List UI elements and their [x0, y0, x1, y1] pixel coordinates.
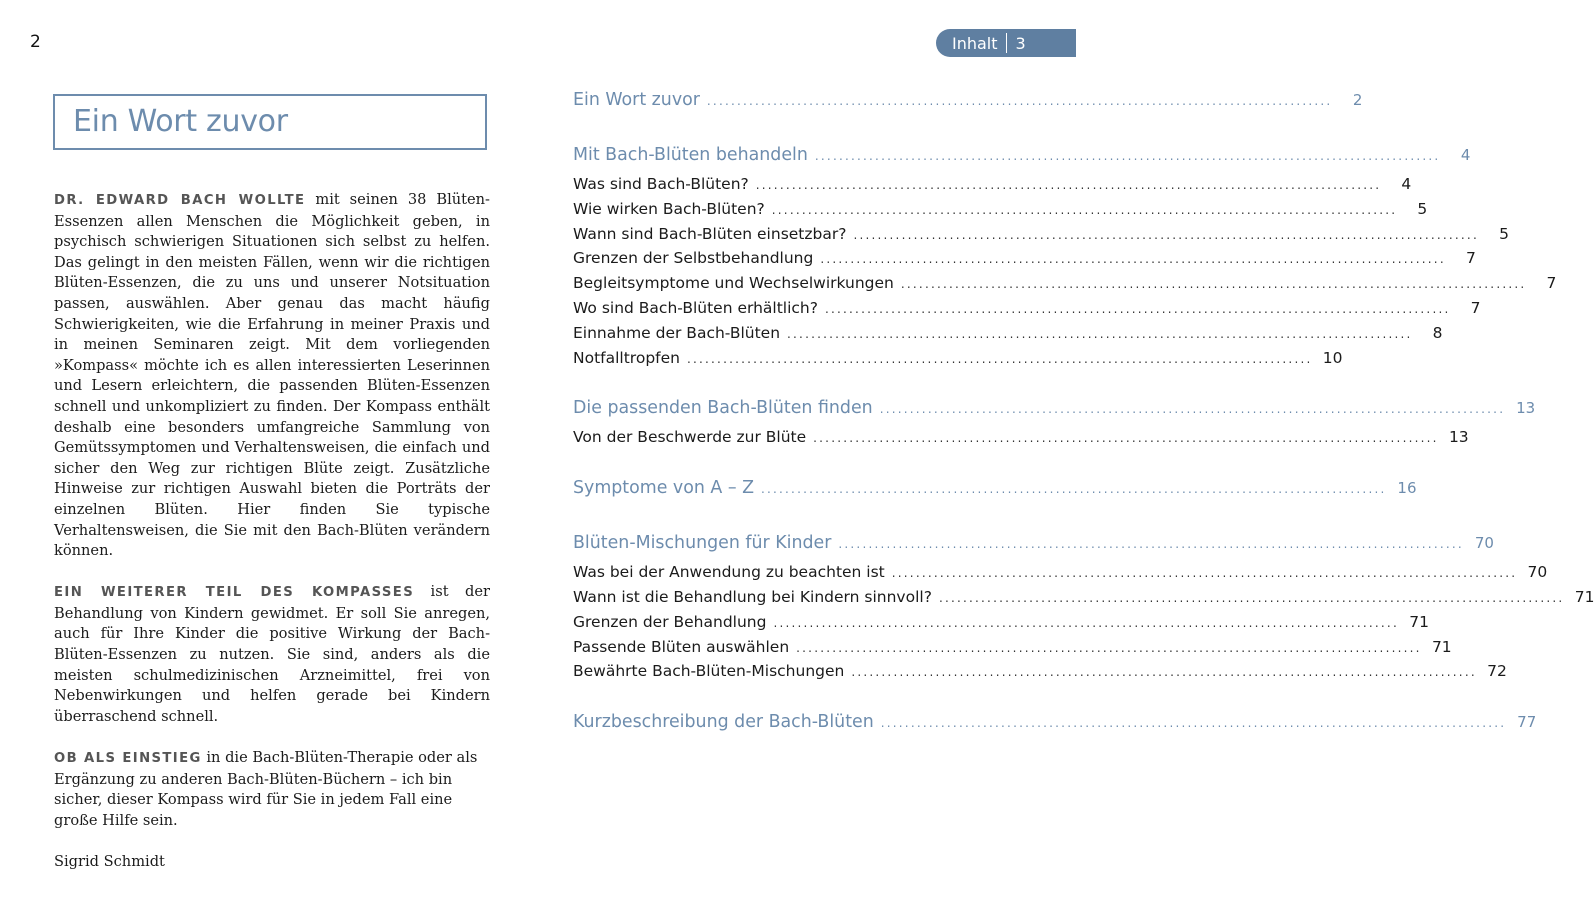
toc-section-mit-bach-blueten[interactable]: Mit Bach-Blüten behandeln ........................................................................................................ 4 — [573, 145, 1471, 165]
toc-entry[interactable]: Wie wirken Bach-Blüten? ........................................................................................................ 5 — [573, 199, 1428, 218]
paragraph-2 — [54, 582, 490, 727]
toc-entry[interactable]: Passende Blüten auswählen ........................................................................................................ 71 — [573, 637, 1452, 656]
toc-entry[interactable]: Begleitsymptome und Wechselwirkungen ........................................................................................................ 7 — [573, 274, 1557, 293]
toc-entry[interactable]: Wo sind Bach-Blüten erhältlich? ........................................................................................................ 7 — [573, 298, 1481, 317]
toc-entry[interactable]: Grenzen der Behandlung ........................................................................................................ 71 — [573, 612, 1429, 631]
toc-section-kurzbeschreibung[interactable]: Kurzbeschreibung der Bach-Blüten ........................................................................................................ 77 — [573, 712, 1537, 733]
toc-entry[interactable]: Von der Beschwerde zur Blüte ........................................................................................................ 13 — [573, 428, 1469, 447]
paragraph-3 — [54, 748, 490, 831]
paragraph-3-lead: OB ALS EINSTIEG — [54, 751, 202, 767]
paragraph-3-text: in die Bach-Blüten-Therapie oder als Ergänzung zu anderen Bach-Blüten-Büchern – ich bin sicher, dieser Kompass wird für Sie in jedem Fall eine große Hilfe sein. — [54, 749, 478, 829]
paragraph-2-lead: EIN WEITERER TEIL DES KOMPASSES — [54, 585, 415, 601]
paragraph-1-lead: DR. EDWARD BACH WOLLTE — [54, 193, 306, 208]
foreword-text — [54, 190, 490, 893]
signature: Sigrid Schmidt — [54, 853, 165, 870]
toc-entry[interactable]: Wann ist die Behandlung bei Kindern sinnvoll? ........................................................................................................ 71 — [573, 587, 1594, 606]
toc-entry[interactable]: Grenzen der Selbstbehandlung ........................................................................................................ 7 — [573, 249, 1476, 268]
toc-section-kinder[interactable]: Blüten-Mischungen für Kinder ........................................................................................................ 70 — [573, 533, 1494, 554]
page-title: Ein Wort zuvor — [73, 104, 288, 139]
paragraph-2-text: ist der Behandlung von Kindern gewidmet. Er soll Sie anregen, auch für Ihre Kinder die positive Wirkung der Bach-Blüten-Essenzen zu nutzen. Sie sind, anders als die meisten schulmedizinischen Arzneimittel, frei von Nebenwirkungen und helfen gerade bei Kindern überraschend schnell. — [54, 583, 490, 725]
paragraph-1 — [54, 190, 490, 562]
left-page-number: 2 — [30, 32, 41, 52]
title-box — [53, 94, 487, 150]
toc-entry[interactable]: Notfalltropfen ........................................................................................................ 10 — [573, 348, 1343, 367]
toc-entry[interactable]: Einnahme der Bach-Blüten ........................................................................................................ 8 — [573, 323, 1443, 342]
toc-entry[interactable]: Bewährte Bach-Blüten-Mischungen ........................................................................................................ 72 — [573, 662, 1507, 681]
toc-entry[interactable]: Was sind Bach-Blüten? ........................................................................................................ 4 — [573, 175, 1412, 193]
toc-section-passende-blueten[interactable]: Die passenden Bach-Blüten finden ........................................................................................................ 13 — [573, 398, 1536, 419]
contents-tab — [936, 29, 1076, 57]
table-of-contents — [573, 90, 1594, 742]
toc-entry[interactable]: Wann sind Bach-Blüten einsetzbar? ........................................................................................................ 5 — [573, 224, 1509, 243]
tab-label: Inhalt — [952, 33, 998, 53]
toc-section-ein-wort[interactable]: Ein Wort zuvor ........................................................................................................ 2 — [573, 90, 1363, 110]
toc-entry[interactable]: Was bei der Anwendung zu beachten ist ........................................................................................................ 70 — [573, 563, 1548, 582]
right-page-number: 3 — [1015, 33, 1026, 53]
toc-section-symptome[interactable]: Symptome von A – Z ........................................................................................................ 16 — [573, 478, 1417, 499]
paragraph-1-text: mit seinen 38 Blüten-Essenzen allen Menschen die Möglichkeit geben, in psychisch schwierigen Situationen sich selbst zu helfen. Das gelingt in den meisten Fällen, wenn wir die richtigen Blüten-Essenzen, die zu uns und unserer Notsituation passen, auswählen. Aber genau das macht häufig Schwierigkeiten, wie die Erfahrung in meiner Praxis und in meinen Seminaren zeigt. Mit dem vorliegenden »Kompass« möchte ich es allen interessierten Leserinnen und Lesern erleichtern, die passenden Blüten-Essenzen schnell und unkompliziert zu finden. Der Kompass enthält deshalb eine besonders umfangreiche Sammlung von Gemütssymptomen und Verhaltensweisen, die einfach und sicher den Weg zur richtigen Blüte zeigt. Zusätzliche Hinweise zur richtigen Auswahl bieten die Porträts der einzelnen Blüten. Hier finden Sie typische Verhaltensweisen, die Sie mit den Bach-Blüten verändern können. — [54, 191, 490, 560]
tab-divider — [1006, 33, 1007, 53]
